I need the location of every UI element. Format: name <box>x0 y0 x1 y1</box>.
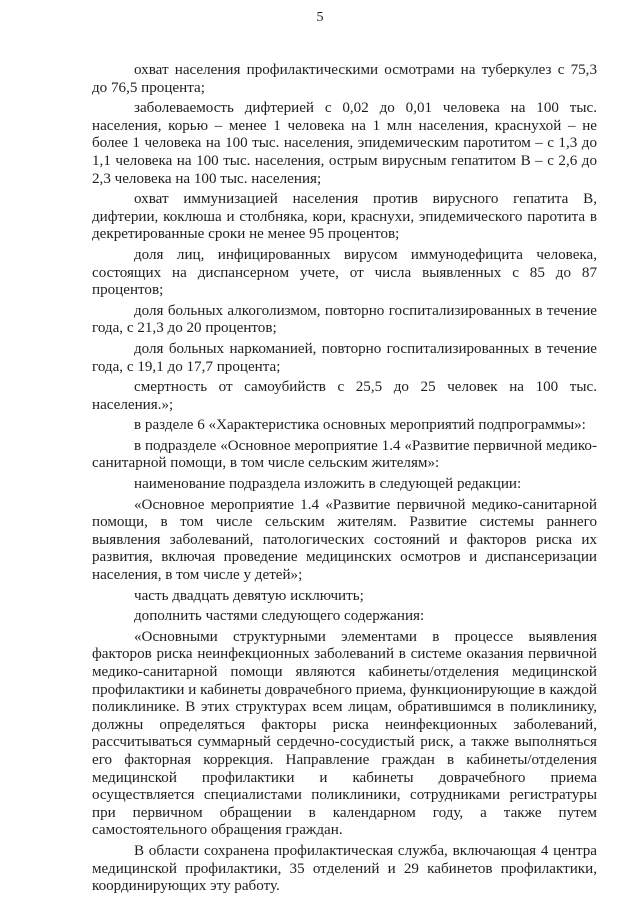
paragraph-new-title: «Основное мероприятие 1.4 «Развитие первичной медико-санитарной помощи, в том числе сельским жителям. Развитие системы раннего выявления заболеваний, патологических состояний и факторов риска их развития, включая проведение медицинских осмотров и диспансеризации населения, в том числе у детей»; <box>92 496 597 584</box>
paragraph-rename-subsection: наименование подраздела изложить в следующей редакции: <box>134 476 522 493</box>
paragraph-infection-incidence: заболеваемость дифтерией с 0,02 до 0,01 человека на 100 тыс. населения, корью – менее 1 человека на 1 млн населения, краснухой – не более 1 человека на 100 тыс. населения, эпидемическим паротитом – с 1,3 до 1,1 человека на 100 тыс. населения, острым вирусным гепатитом В – с 2,6 до 2,3 человека на 100 тыс. населения; <box>92 100 597 187</box>
paragraph-structural-elements: «Основными структурными элементами в процессе выявления факторов риска неинфекционных заболеваний в системе оказания первичной медико-санитарной помощи являются кабинеты/отделения медицинской профилактики и кабинеты доврачебного приема, функционирующие в каждой поликлинике. В этих структурах всем лицам, обратившимся в поликлинику, должны определяться факторы риска неинфекционных заболеваний, рассчитываться суммарный сердечно-сосудистый риск, а также выполняться его факторная коррекция. Направление граждан в кабинеты/отделения медицинской профилактики и кабинеты доврачебного приема осуществляется специалистами поликлиники, сотрудниками регистратуры при первичном обращении в календарном году, а также путем самостоятельного обращения граждан. <box>92 628 597 839</box>
paragraph-exclude-part: часть двадцать девятую исключить; <box>134 587 364 604</box>
paragraph-immunization: охват иммунизацией населения против вирусного гепатита В, дифтерии, коклюша и столбняка, кори, краснухи, эпидемического паротита в декретированные сроки не менее 95 процентов; <box>92 191 597 243</box>
paragraph-alcoholism: доля больных алкоголизмом, повторно госпитализированных в течение года, с 21,3 до 20 процентов; <box>92 302 597 337</box>
paragraph-add-parts: дополнить частями следующего содержания: <box>134 608 425 625</box>
paragraph-subsection-1-4: в подразделе «Основное мероприятие 1.4 «Развитие первичной медико-санитарной помощи, в том числе сельским жителям»: <box>92 437 597 472</box>
paragraph-prevention-service: В области сохранена профилактическая служба, включающая 4 центра медицинской профилактики, 35 отделений и 29 кабинетов профилактики, координирующих эту работу. <box>92 842 597 895</box>
document-body <box>92 62 597 899</box>
paragraph-tb-screening: охват населения профилактическими осмотрами на туберкулез с 75,3 до 76,5 процента; <box>92 62 597 96</box>
paragraph-section-6: в разделе 6 «Характеристика основных мероприятий подпрограммы»: <box>134 417 586 434</box>
paragraph-drug-addiction: доля больных наркоманией, повторно госпитализированных в течение года, с 19,1 до 17,7 процента; <box>92 340 597 375</box>
page-number: 5 <box>316 10 324 25</box>
paragraph-suicide-mortality: смертность от самоубийств с 25,5 до 25 человек на 100 тыс. населения.»; <box>92 379 597 413</box>
paragraph-hiv: доля лиц, инфицированных вирусом иммунодефицита человека, состоящих на диспансерном учете, от числа выявленных с 85 до 87 процентов; <box>92 246 597 299</box>
